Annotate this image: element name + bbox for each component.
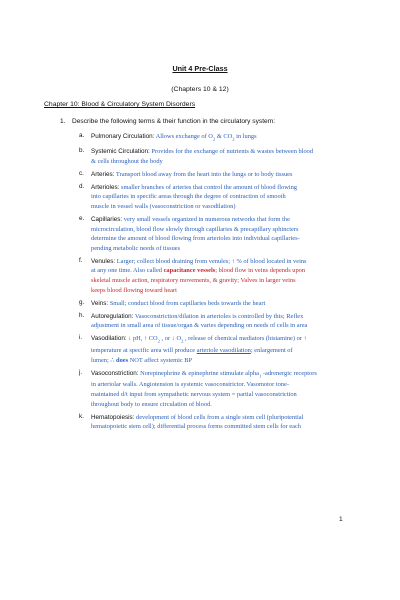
term-item: [79, 147, 355, 166]
item-text-segment: into capillaries in specific areas through the degree of contraction of smooth: [91, 193, 286, 201]
item-text-segment: 2: [232, 136, 235, 142]
item-text-segment: hematopoietic stem cell); differential process forms committed stem cells for each: [91, 423, 301, 431]
question-text: Describe the following terms & their function in the circulatory system:: [72, 118, 276, 125]
item-text-segment: determine the amount of blood flowing from arterioles into individual capillaries-: [91, 235, 300, 243]
item-text-segment: Transport blood away from the heart into the lungs or to body tissues: [114, 170, 293, 178]
item-line: [91, 286, 355, 296]
item-text-segment: pending metabolic needs of tissues: [91, 244, 181, 252]
item-text-segment: development of blood cells from a single stem cell (pluripotential: [134, 413, 304, 421]
item-term: Capillaries:: [91, 216, 123, 223]
item-line: [91, 390, 355, 400]
item-text-segment: at any one time. Also called: [91, 267, 164, 275]
item-text-segment: Allows exchange of O: [154, 133, 213, 140]
item-line: [91, 132, 355, 144]
item-line: [91, 413, 355, 423]
item-line: [91, 422, 355, 432]
item-line: [91, 192, 355, 202]
item-text-segment: 2: [157, 338, 160, 344]
item-term: Vasoconstriction:: [91, 369, 139, 377]
term-item: [79, 299, 355, 309]
term-item: [79, 215, 355, 253]
item-letter: e.: [79, 215, 85, 222]
item-line: [91, 244, 355, 254]
item-line: [91, 400, 355, 410]
item-text-segment: Larger; collect blood draining from venules; ↑ % of blood located in veins: [115, 257, 307, 265]
item-line: [91, 369, 355, 381]
item-text-segment: throughout body to ensure circulation of blood.: [91, 400, 212, 408]
page-number: 1: [339, 516, 343, 523]
item-letter: k.: [79, 412, 84, 420]
item-line: [91, 356, 355, 366]
item-text-segment: arteriole vasodilation: [196, 346, 251, 354]
term-item: [79, 170, 355, 180]
item-line: [91, 215, 355, 225]
item-line: [91, 202, 355, 212]
item-text-segment: 2: [212, 136, 216, 142]
item-text-segment: & cells throughout the body: [91, 157, 163, 165]
item-text-segment: smaller branches of arteries that control the amount of blood flowing: [119, 183, 298, 191]
item-text-segment: , release of chemical mediators (histamine) or ↑: [183, 335, 307, 343]
item-term: Autoregulation:: [91, 312, 134, 320]
item-text-segment: 1: [258, 372, 262, 378]
item-letter: j.: [79, 368, 83, 376]
item-line: [91, 334, 355, 346]
item-letter: g.: [79, 298, 85, 306]
item-line: [91, 346, 355, 356]
item-letter: i.: [79, 334, 83, 342]
item-text-segment: Vasoconstriction/dilation in arterioles is controlled by this; Reflex: [133, 312, 304, 320]
item-letter: f.: [79, 256, 83, 264]
item-letter: c.: [79, 169, 84, 177]
item-term: Pulmonary Circulation:: [91, 133, 155, 140]
item-term: Vasodilation:: [91, 335, 127, 343]
item-term: Veins:: [91, 299, 109, 307]
item-line: [91, 380, 355, 390]
item-line: [91, 312, 355, 322]
item-line: [91, 321, 355, 331]
item-line: [91, 257, 355, 267]
term-item: [79, 132, 355, 144]
item-text-segment: & CO: [215, 133, 233, 140]
item-text-segment: , or ↓ O: [159, 335, 182, 343]
item-line: [91, 234, 355, 244]
item-line: [91, 157, 355, 167]
item-text-segment: keeps blood flowing toward heart: [91, 286, 177, 294]
item-text-segment: muscle in vessel walls (vasoconstriction or vasodilation): [91, 203, 236, 211]
item-text-segment: temperature at specific area will produce: [91, 346, 197, 354]
item-text-segment: Small; conduct blood from capillaries beds towards the heart: [108, 299, 266, 307]
term-item: [79, 334, 355, 365]
item-line: [91, 170, 355, 180]
term-item: [79, 257, 355, 295]
item-line: [91, 266, 355, 276]
item-text-segment: Provides for the exchange of nutrients & wastes between blood: [149, 148, 314, 156]
term-list: [79, 132, 355, 435]
item-text-segment: adjustment in small area of tissue/organ & varies depending on needs of cells in area: [91, 322, 308, 330]
item-text-segment: microcirculation, blood flow slowly through capillaries & precapillary sphincters: [91, 225, 299, 233]
term-item: [79, 183, 355, 212]
item-text-segment: ; enlargement of: [250, 346, 293, 354]
item-text-segment: NOT affect systemic BP: [128, 356, 193, 364]
page-title: Unit 4 Pre-Class: [172, 64, 228, 73]
term-item: [79, 369, 355, 410]
item-letter: a.: [79, 132, 85, 139]
question-number: 1.: [60, 118, 66, 125]
term-item: [79, 413, 355, 432]
item-text-segment: very small vessels organized in numerous networks that form the: [122, 216, 290, 223]
item-text-segment: ↓ pH, ↑ CO: [126, 335, 158, 343]
item-text-segment: in lungs: [234, 133, 257, 140]
page-subtitle: (Chapters 10 & 12): [171, 86, 229, 93]
item-term: Arterioles:: [91, 183, 120, 191]
chapter-heading: Chapter 10: Blood & Circulatory System Disorders: [44, 101, 196, 108]
item-term: Systemic Circulation:: [91, 148, 150, 156]
item-text-segment: skeletal muscle action, respiratory movements, & gravity; Valves in larger veins: [91, 276, 296, 284]
item-text-segment: capacitance vessels: [163, 267, 216, 275]
item-text-segment: -adrenergic receptors: [261, 369, 317, 377]
item-line: [91, 276, 355, 286]
item-line: [91, 147, 355, 157]
item-line: [91, 299, 355, 309]
item-letter: d.: [79, 182, 85, 190]
item-text-segment: ; blood flow in veins depends upon: [215, 267, 306, 275]
item-term: Venules:: [91, 257, 116, 265]
item-text-segment: Norepinephrine & epinephrine stimulate alpha: [138, 369, 259, 377]
item-text-segment: maintained d/t input from sympathetic nervous system = partial vasoconstriction: [91, 391, 297, 399]
item-text-segment: in arteriolar walls. Angiotension is systemic vasoconstrictor. Vasomotor tone-: [91, 381, 289, 389]
item-line: [91, 225, 355, 235]
item-text-segment: does: [116, 356, 129, 364]
item-text-segment: lumen; ∴: [91, 356, 117, 364]
term-item: [79, 312, 355, 331]
item-term: Arteries:: [91, 170, 115, 178]
item-term: Hematopoiesis:: [91, 413, 135, 421]
item-letter: b.: [79, 147, 85, 155]
item-letter: h.: [79, 311, 85, 319]
item-line: [91, 183, 355, 193]
item-text-segment: 2: [181, 338, 184, 344]
